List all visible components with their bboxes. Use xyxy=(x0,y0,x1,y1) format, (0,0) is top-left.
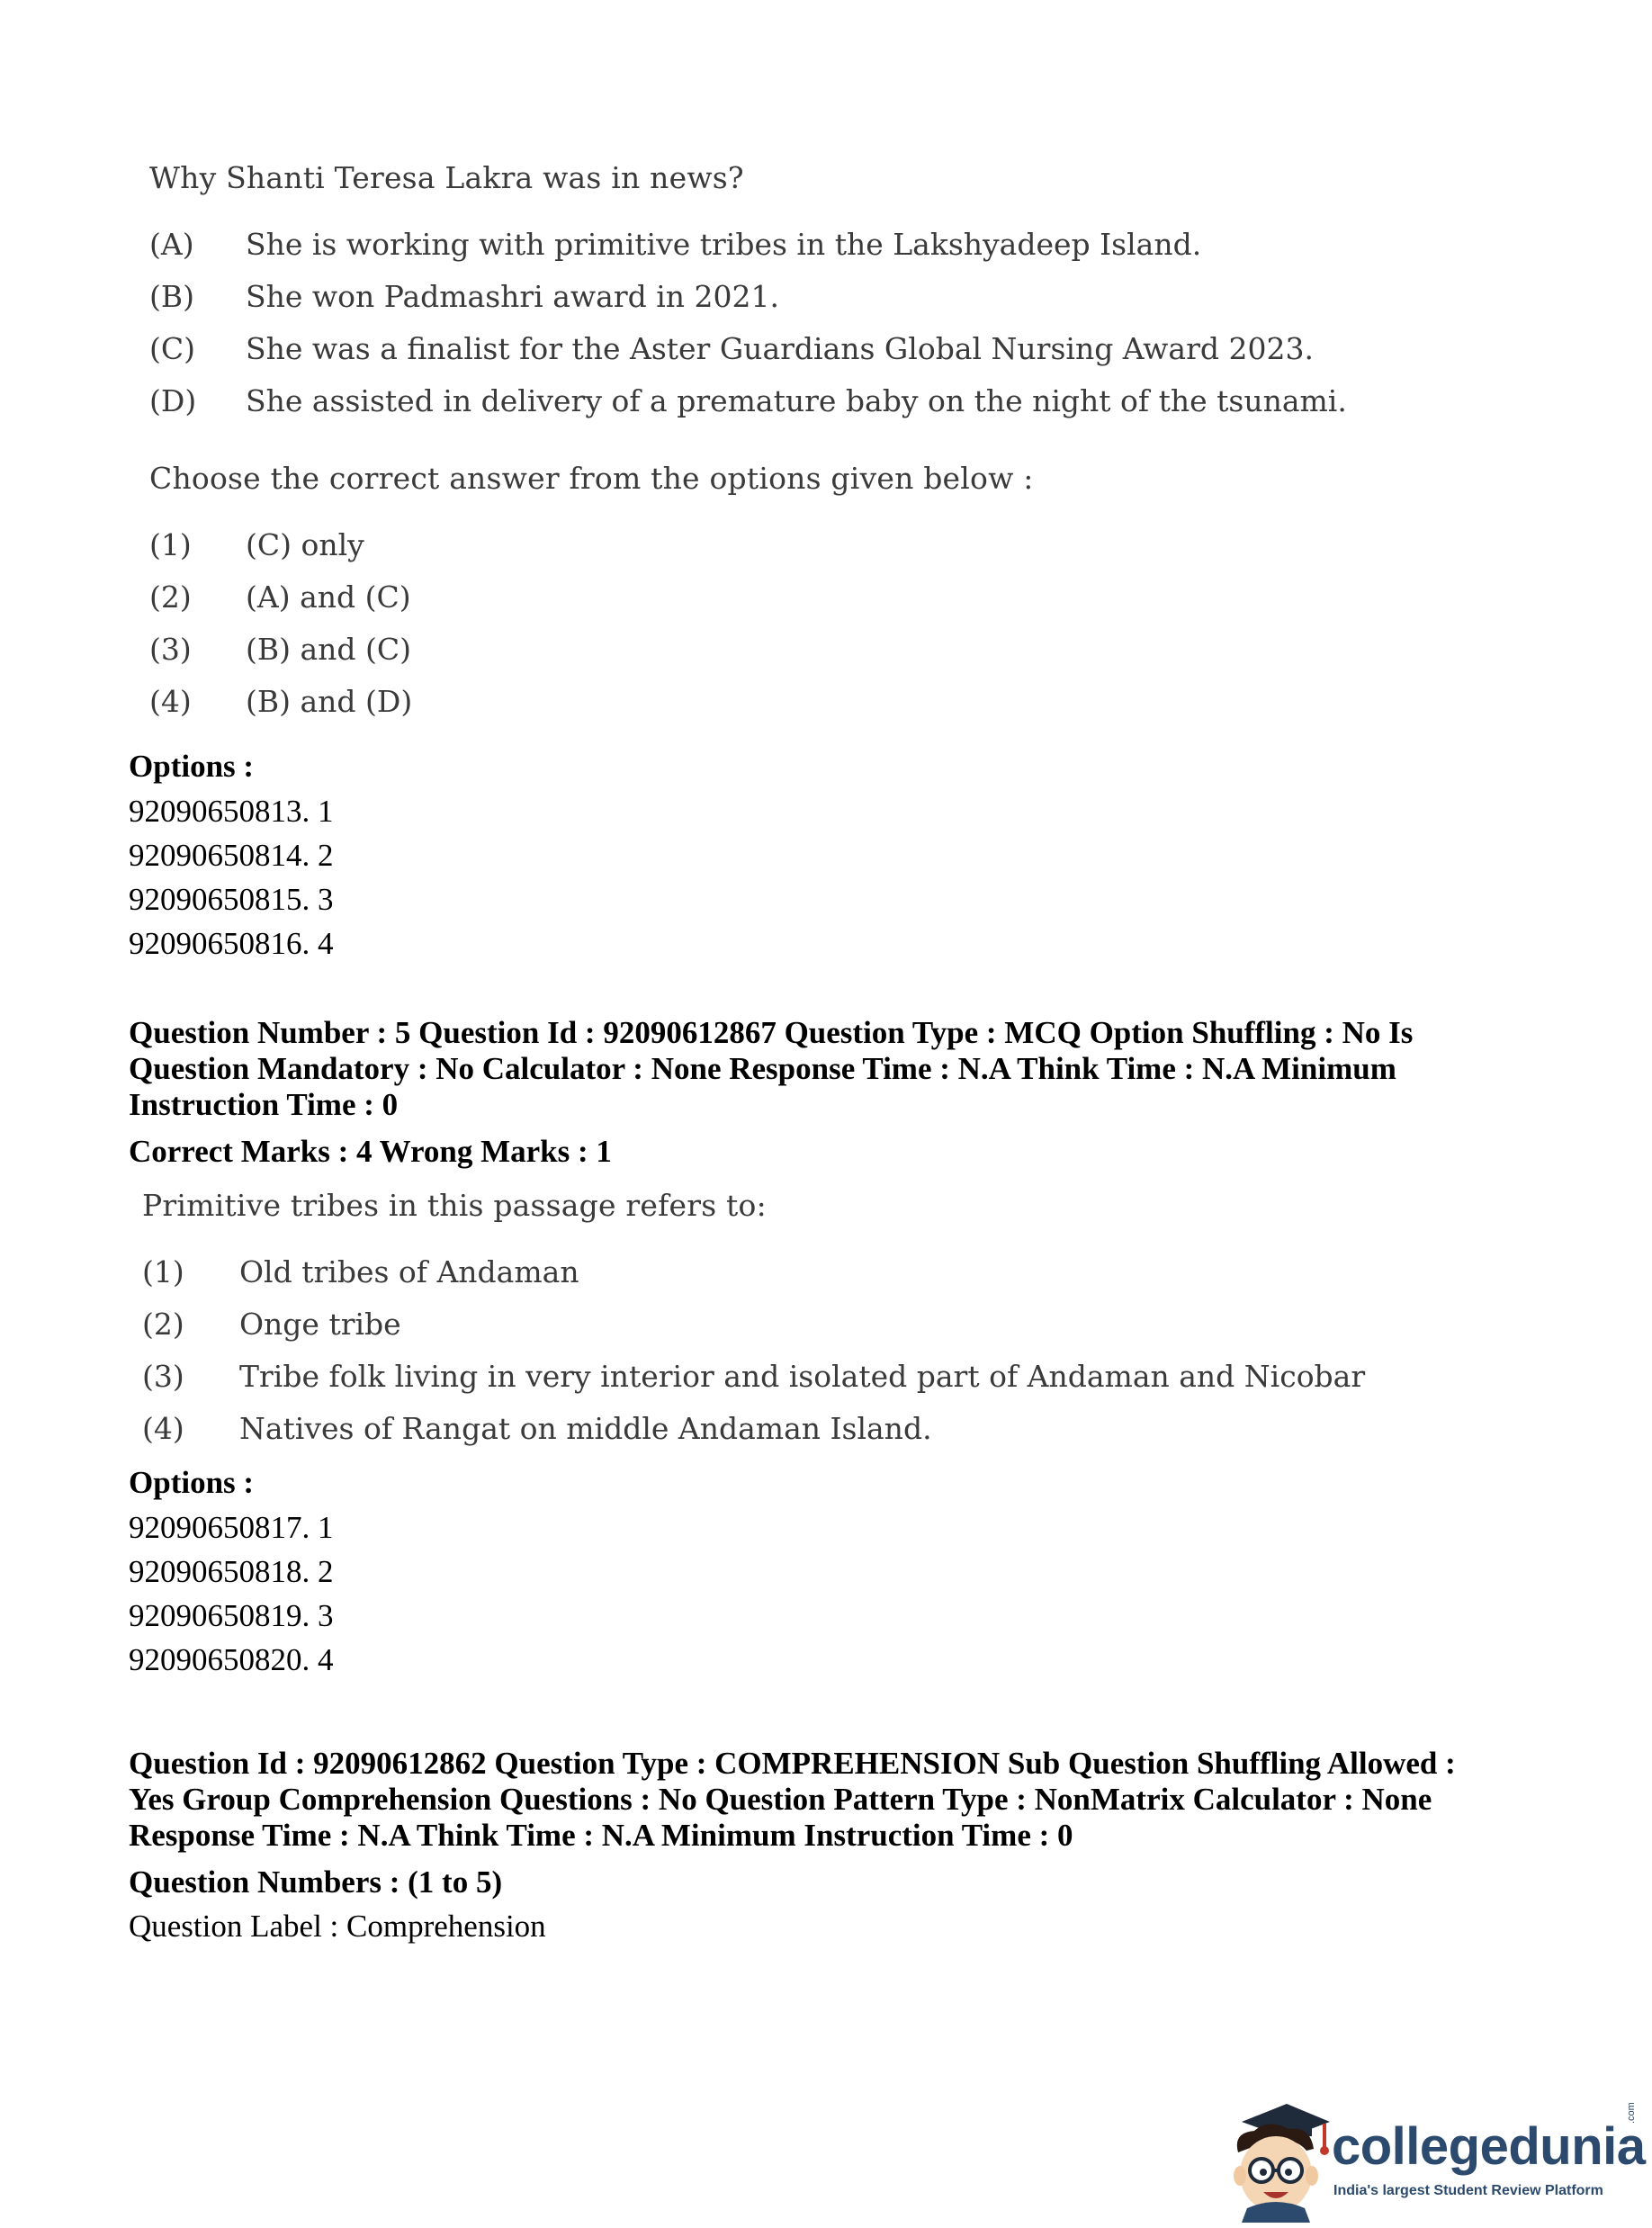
statement-key: (A) xyxy=(149,227,194,262)
mascot-icon xyxy=(1224,2097,1332,2223)
statement-key: (B) xyxy=(149,279,194,314)
choice-text: (A) and (C) xyxy=(246,579,411,615)
statement-text: She is working with primitive tribes in the Lakshyadeep Island. xyxy=(246,227,1202,262)
comprehension-meta-line: Response Time : N.A Think Time : N.A Minimum Instruction Time : 0 xyxy=(129,1818,1073,1853)
choice-key: (3) xyxy=(142,1359,184,1394)
comprehension-metadata xyxy=(129,1746,1532,1854)
choice-text: Onge tribe xyxy=(239,1307,401,1342)
statement-key: (D) xyxy=(149,383,197,418)
q5-options-label: Options : xyxy=(129,1465,255,1500)
logo-tagline: India's largest Student Review Platform xyxy=(1333,2183,1603,2198)
choice-text: Tribe folk living in very interior and isolated part of Andaman and Nicobar xyxy=(239,1359,1366,1394)
q4-option-item: 92090650815. 3 xyxy=(129,882,334,917)
choice-text: (B) and (D) xyxy=(246,684,413,719)
choice-key: (1) xyxy=(149,527,192,562)
q5-marks: Correct Marks : 4 Wrong Marks : 1 xyxy=(129,1134,612,1169)
choice-key: (2) xyxy=(142,1307,184,1342)
comprehension-meta-line: Question Id : 92090612862 Question Type : COMPREHENSION Sub Question Shuffling Allowed : xyxy=(129,1746,1456,1781)
q5-option-item: 92090650817. 1 xyxy=(129,1510,334,1545)
choice-key: (2) xyxy=(149,579,192,615)
choice-key: (1) xyxy=(142,1254,184,1289)
collegedunia-logo xyxy=(1224,2097,1647,2223)
q4-options-label: Options : xyxy=(129,749,255,784)
question-numbers: Question Numbers : (1 to 5) xyxy=(129,1864,503,1900)
statement-text: She was a finalist for the Aster Guardians Global Nursing Award 2023. xyxy=(246,331,1314,366)
statement-key: (C) xyxy=(149,331,195,366)
choice-key: (4) xyxy=(142,1411,184,1446)
q4-stem: Why Shanti Teresa Lakra was in news? xyxy=(149,160,744,195)
choice-text: Natives of Rangat on middle Andaman Island. xyxy=(239,1411,932,1446)
statement-text: She assisted in delivery of a premature baby on the night of the tsunami. xyxy=(246,383,1347,418)
q4-option-item: 92090650813. 1 xyxy=(129,794,334,829)
statement-text: She won Padmashri award in 2021. xyxy=(246,279,779,314)
choice-key: (4) xyxy=(149,684,192,719)
q5-option-item: 92090650820. 4 xyxy=(129,1642,334,1677)
q5-scan xyxy=(0,1170,1652,1467)
q5-option-item: 92090650819. 3 xyxy=(129,1598,334,1633)
q4-instruction: Choose the correct answer from the options given below : xyxy=(149,461,1034,496)
comprehension-meta-line: Yes Group Comprehension Questions : No Question Pattern Type : NonMatrix Calculator : None xyxy=(129,1782,1432,1817)
q5-metadata xyxy=(129,1015,1532,1123)
choice-key: (3) xyxy=(149,632,192,667)
logo-brand-text: collegedunia xyxy=(1332,2117,1646,2176)
logo-com-text: .com xyxy=(1626,2102,1637,2124)
q4-option-item: 92090650816. 4 xyxy=(129,926,334,961)
q5-meta-line: Question Mandatory : No Calculator : None Response Time : N.A Think Time : N.A Minimum xyxy=(129,1051,1396,1086)
q5-option-item: 92090650818. 2 xyxy=(129,1554,334,1589)
choice-text: (B) and (C) xyxy=(246,632,412,667)
q4-option-item: 92090650814. 2 xyxy=(129,838,334,873)
choice-text: Old tribes of Andaman xyxy=(239,1254,579,1289)
q4-scan xyxy=(0,0,1652,738)
q5-stem: Primitive tribes in this passage refers to: xyxy=(142,1188,767,1223)
q5-meta-line: Question Number : 5 Question Id : 92090612867 Question Type : MCQ Option Shuffling : No Is xyxy=(129,1015,1414,1050)
question-label: Question Label : Comprehension xyxy=(129,1909,546,1944)
choice-text: (C) only xyxy=(246,527,364,562)
q5-meta-line: Instruction Time : 0 xyxy=(129,1087,399,1122)
